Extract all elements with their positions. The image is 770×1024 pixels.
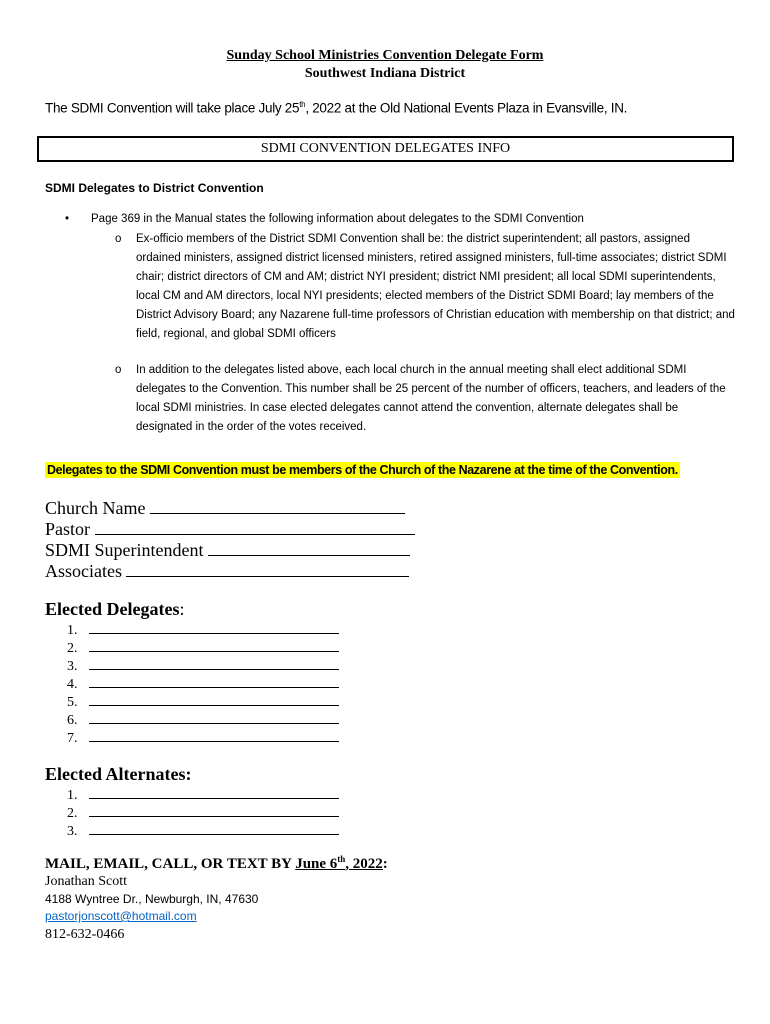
delegate-line[interactable]: 2. <box>67 639 339 657</box>
delegates-info-box: SDMI CONVENTION DELEGATES INFO <box>37 136 734 162</box>
additional-delegates-text: In addition to the delegates listed above, each local church in the annual meeting shall elect additional SDMI delegates to the Convention. This number shall be 25 percent of the number of officers, teachers, and leaders of the local SDMI ministries. In case elected delegates cannot attend the convention, alternate delegates shall be designated in the order of the votes received. <box>136 364 726 433</box>
contact-phone: 812-632-0466 <box>45 927 125 942</box>
sub-bullet-icon: o <box>115 233 122 245</box>
delegate-line[interactable]: 3. <box>67 657 339 675</box>
delegate-line[interactable]: 7. <box>67 729 339 747</box>
alternate-line[interactable]: 1. <box>67 786 339 804</box>
contact-address: 4188 Wyntree Dr., Newburgh, IN, 47630 <box>45 892 259 906</box>
form-title: Sunday School Ministries Convention Delegate Form <box>226 48 544 63</box>
sdmi-superintendent-field[interactable]: SDMI Superintendent <box>45 540 410 561</box>
elected-alternates-heading: Elected Alternates: <box>45 764 192 784</box>
church-name-field[interactable]: Church Name <box>45 498 405 519</box>
delegate-line[interactable]: 5. <box>67 693 339 711</box>
mail-deadline: MAIL, EMAIL, CALL, OR TEXT BY June 6th, 2022: <box>45 854 388 872</box>
sub-bullet-icon: o <box>115 364 122 376</box>
pastor-field[interactable]: Pastor <box>45 519 415 540</box>
contact-email-link[interactable]: pastorjonscott@hotmail.com <box>45 909 197 923</box>
associates-field[interactable]: Associates <box>45 561 409 582</box>
contact-name: Jonathan Scott <box>45 874 128 889</box>
delegate-line[interactable]: 6. <box>67 711 339 729</box>
convention-intro: The SDMI Convention will take place July 25th, 2022 at the Old National Events Plaza in Evansville, IN. <box>45 100 628 116</box>
elected-delegates-heading: Elected Delegates: <box>45 599 185 619</box>
delegates-heading: SDMI Delegates to District Convention <box>45 181 264 195</box>
bullet-icon: • <box>65 213 70 225</box>
manual-bullet-text: Page 369 in the Manual states the following information about delegates to the SDMI Convention <box>91 213 584 225</box>
ex-officio-text: Ex-officio members of the District SDMI Convention shall be: the district superintendent; all pastors, assigned ordained ministers, assigned district licensed ministers, retired assigned ministers, full-time associates; district SDMI chair; district directors of CM and AM; district NYI president; district NMI president; all local SDMI superintendents, local CM and AM directors, local NYI presidents; elected members of the District SDMI Board; lay members of the District Advisory Board; any Nazarene full-time professors of Christian education with membership on that district; and field, regional, and global SDMI officers <box>136 233 735 340</box>
membership-note: Delegates to the SDMI Convention must be members of the Church of the Nazarene at the time of the Convention. <box>47 463 678 477</box>
alternate-line[interactable]: 2. <box>67 804 339 822</box>
district-subtitle: Southwest Indiana District <box>304 66 466 81</box>
delegate-line[interactable]: 1. <box>67 621 339 639</box>
alternate-line[interactable]: 3. <box>67 822 339 840</box>
delegate-line[interactable]: 4. <box>67 675 339 693</box>
